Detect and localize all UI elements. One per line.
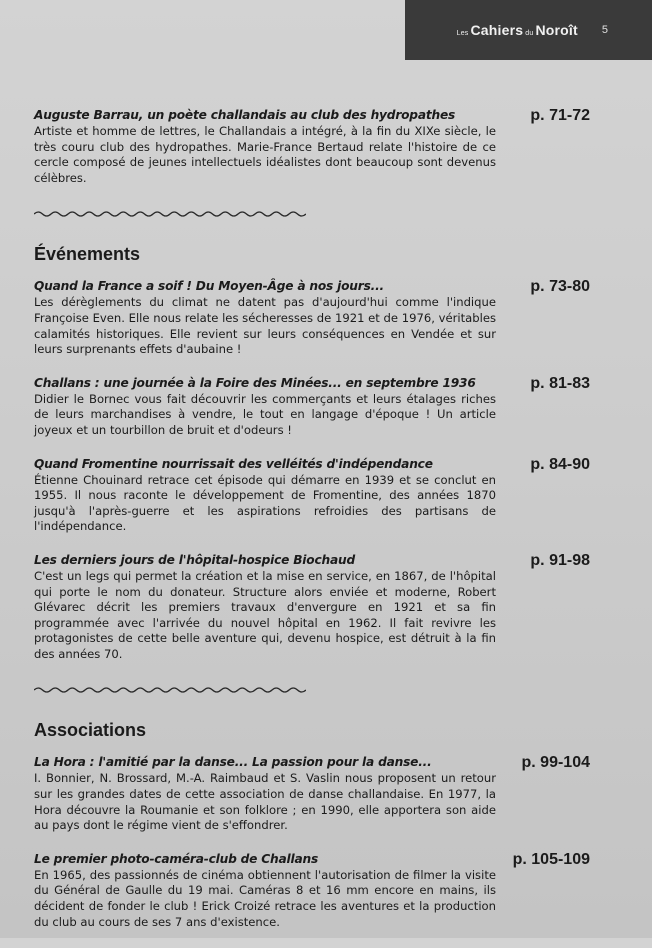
entry-pages: p. 105-109	[512, 850, 590, 868]
brand-du: du	[525, 30, 534, 37]
wave-divider	[34, 684, 306, 696]
toc-entry	[34, 108, 594, 186]
section-heading-associations: Associations	[34, 720, 147, 741]
magazine-logo	[457, 22, 578, 38]
entry-pages: p. 81-83	[530, 374, 590, 392]
entry-title: Challans : une journée à la Foire des Minées... en septembre 1936	[34, 375, 476, 390]
section-heading-evenements: Événements	[34, 244, 141, 265]
toc-entry	[34, 755, 594, 833]
entry-summary: Les dérèglements du climat ne datent pas d'aujourd'hui comme l'indique Françoise Even. Elle nous relate les sécheresses de 1921 et de 1976, véritables calamités historiques. Elle revient sur leurs conséquences en Vendée et sur leurs surprenants effets d'aubaine !	[34, 295, 496, 357]
entry-summary: Étienne Chouinard retrace cet épisode qui démarre en 1939 et se conclut en 1955. Il nous raconte le développement de Fromentine, des années 1870 jusqu'à l'après-guerre et les aspirations refroidies des partisans de l'indépendance.	[34, 472, 496, 534]
entry-title: Les derniers jours de l'hôpital-hospice Biochaud	[34, 552, 355, 567]
entry-title: La Hora : l'amitié par la danse... La passion pour la danse...	[34, 755, 432, 770]
entry-pages: p. 71-72	[530, 107, 590, 124]
entry-pages: p. 73-80	[530, 278, 590, 296]
table-of-contents	[34, 108, 594, 948]
toc-entry	[34, 553, 594, 663]
brand-prefix: Les	[456, 30, 469, 37]
entry-summary: I. Bonnier, N. Brossard, M.-A. Raimbaud et S. Vaslin nous proposent un retour sur les grandes dates de cette association de danse challandaise. En 1977, la Hora découvre la Roumanie et son folklore ; en 1990, elle apportera son aide au pays dont le régime vient de s'effondrer.	[34, 771, 496, 833]
entry-summary: C'est un legs qui permet la création et la mise en service, en 1867, de l'hôpital qui porte le nom du donateur. Structure alors enviée et moderne, Robert Glévarec décrit les premiers travaux d'envergure en 1921 et sa fin programmée avec l'arrivée du nouvel hôpital en 1962. Il fait revivre les protagonistes de cette belle aventure qui, devenu hospice, est détruit à la fin des années 70.	[34, 568, 496, 661]
toc-entry	[34, 457, 594, 535]
entry-summary: En 1965, des passionnés de cinéma obtiennent l'autorisation de filmer la visite du Général de Gaulle du 19 mai. Caméras 8 et 16 mm encore en mains, ils décident de fonder le club ! Erick Croizé retrace les aventures et la production du club au cours de ses 7 ans d'existence.	[34, 867, 496, 929]
entry-title: Quand la France a soif ! Du Moyen-Âge à nos jours...	[34, 279, 384, 294]
entry-pages: p. 99-104	[521, 754, 590, 772]
entry-pages: p. 91-98	[530, 551, 590, 569]
entry-title: Quand Fromentine nourrissait des velléités d'indépendance	[34, 456, 433, 471]
entry-title: Auguste Barrau, un poète challandais au club des hydropathes	[34, 108, 456, 122]
brand-noroit: Noroît	[535, 22, 578, 38]
entry-summary: Artiste et homme de lettres, le Challandais a intégré, à la fin du XIXe siècle, le très couru club des hydropathes. Marie-France Bertaud relate l'histoire de ce cercle composé de jeunes intellectuels idéalistes dont beaucoup sont devenus célèbres.	[34, 124, 496, 185]
page-number: 5	[601, 24, 608, 36]
toc-entry	[34, 279, 594, 357]
toc-entry	[34, 376, 594, 439]
entry-title: Le premier photo-caméra-club de Challans	[34, 851, 319, 866]
brand-cahiers: Cahiers	[470, 22, 524, 38]
wave-divider	[34, 208, 306, 220]
toc-entry	[34, 852, 594, 930]
entry-pages: p. 84-90	[530, 455, 590, 473]
header-band	[405, 0, 652, 60]
entry-summary: Didier le Bornec vous fait découvrir les commerçants et leurs étalages riches de leurs marchandises à vendre, le tout en langage d'époque ! Un article joyeux et un tourbillon de bruit et d'odeurs !	[34, 391, 496, 437]
